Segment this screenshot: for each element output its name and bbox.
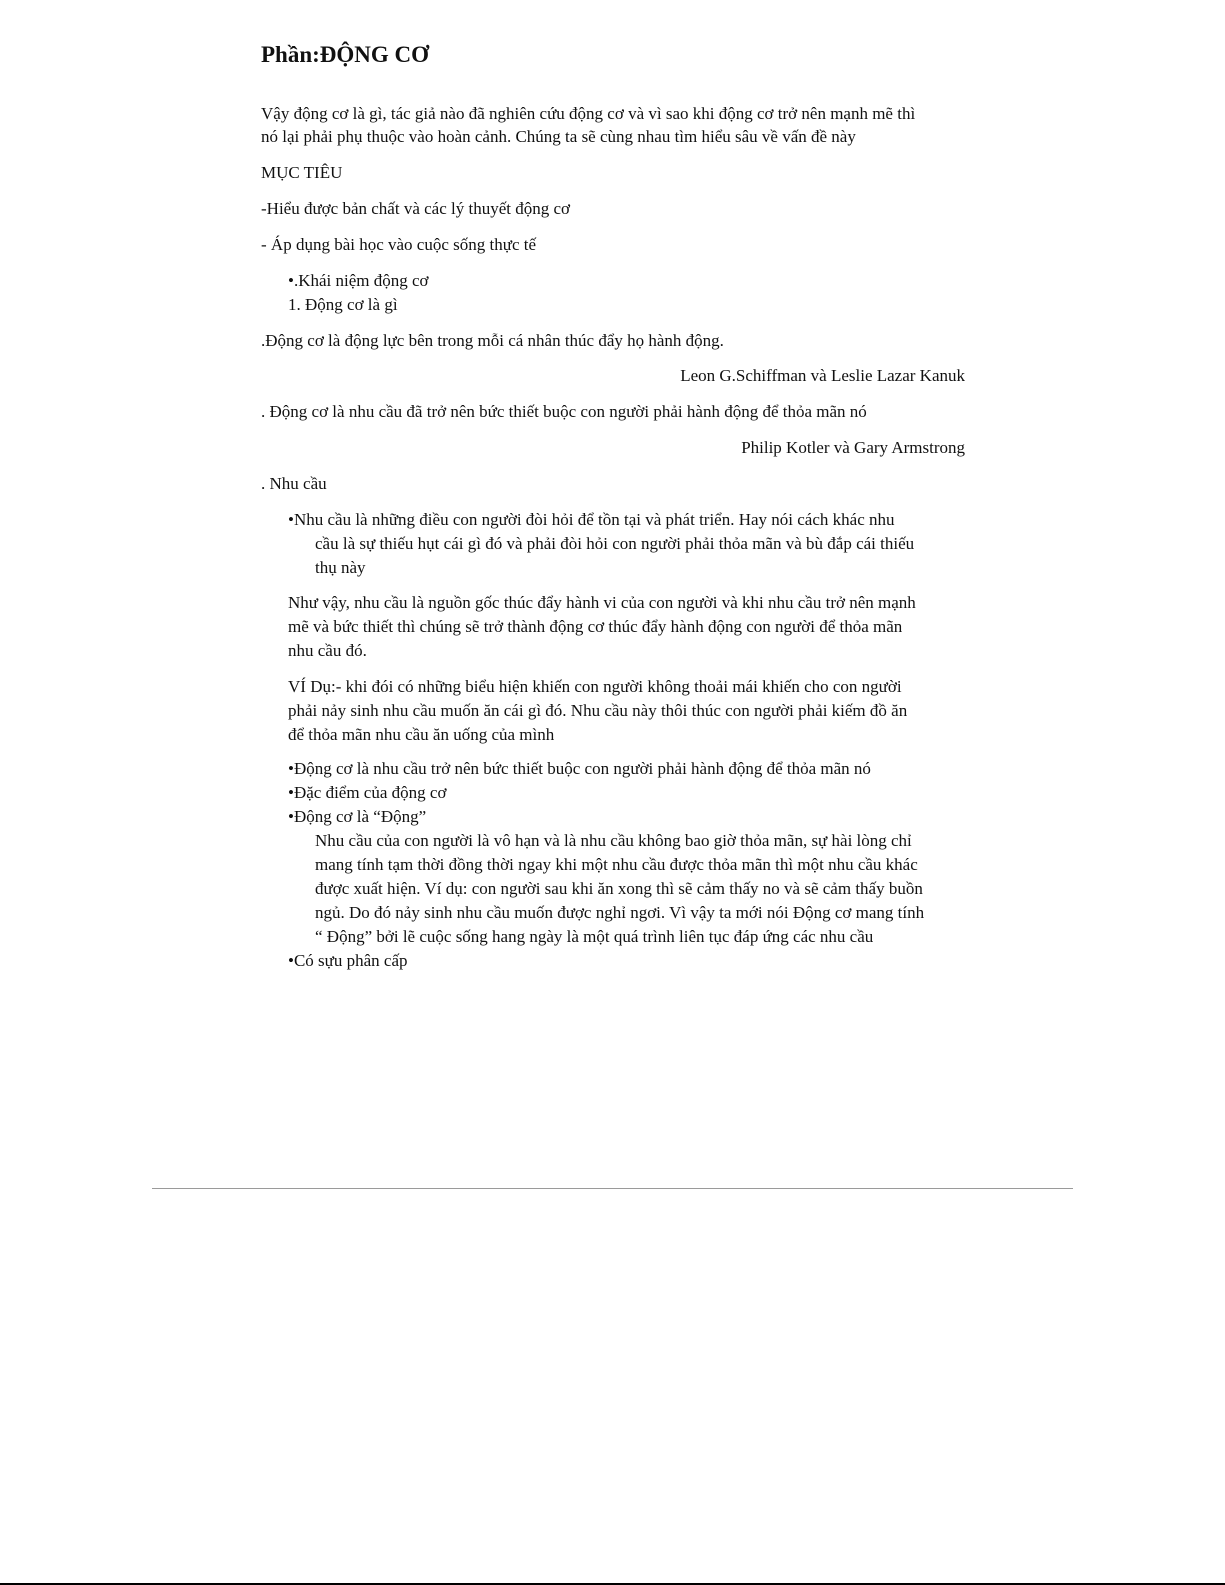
page-divider (152, 1188, 1073, 1189)
needs-bullet-line-1: •Nhu cầu là những điều con người đòi hỏi để tồn tại và phát triển. Hay nói cách khác nhu (288, 510, 895, 529)
author-citation-2: Philip Kotler và Gary Armstrong (741, 438, 965, 457)
heading-nhu-cau: . Nhu cầu (261, 474, 327, 493)
example-paragraph-line-2: phải nảy sinh nhu cầu muốn ăn cái gì đó. Nhu cầu này thôi thúc con người phải kiếm đồ ăn (288, 701, 908, 720)
dong-paragraph-line-2: mang tính tạm thời đồng thời ngay khi một nhu cầu được thỏa mãn thì một nhu cầu khác (315, 855, 918, 874)
goal-item-2: - Áp dụng bài học vào cuộc sống thực tế (261, 235, 537, 254)
section-heading-muc-tieu: MỤC TIÊU (261, 163, 343, 182)
author-citation-1: Leon G.Schiffman và Leslie Lazar Kanuk (680, 366, 965, 385)
needs-bullet-line-3: thụ này (315, 558, 366, 577)
example-paragraph-line-3: để thỏa mãn nhu cầu ăn uống của mình (288, 725, 555, 744)
definition-1: .Động cơ là động lực bên trong mỗi cá nhân thúc đẩy họ hành động. (261, 331, 724, 350)
bullet-features: •Đặc điểm của động cơ (288, 783, 447, 802)
numbered-item-1: 1. Động cơ là gì (288, 295, 398, 314)
dong-paragraph-line-5: “ Động” bởi lẽ cuộc sống hang ngày là một quá trình liên tục đáp ứng các nhu cầu (315, 927, 874, 946)
intro-line-1: Vậy động cơ là gì, tác giả nào đã nghiên cứu động cơ và vì sao khi động cơ trở nên mạnh mẽ thì (261, 104, 916, 123)
needs-paragraph-line-3: nhu cầu đó. (288, 641, 367, 660)
needs-bullet-line-2: cầu là sự thiếu hụt cái gì đó và phải đòi hỏi con người phải thỏa mãn và bù đắp cái thiếu (315, 534, 915, 553)
dong-paragraph-line-3: được xuất hiện. Ví dụ: con người sau khi ăn xong thì sẽ cảm thấy no và sẽ cảm thấy buồn (315, 879, 923, 898)
dong-paragraph-line-4: ngủ. Do đó nảy sinh nhu cầu muốn được nghỉ ngơi. Vì vậy ta mới nói Động cơ mang tính (315, 903, 925, 922)
bullet-dong: •Động cơ là “Động” (288, 807, 427, 826)
document-title: Phần:ĐỘNG CƠ (261, 42, 430, 67)
example-paragraph-line-1: VÍ Dụ:- khi đói có những biểu hiện khiến con người không thoải mái khiến cho con người (288, 677, 902, 696)
bullet-definition: •Động cơ là nhu cầu trở nên bức thiết buộc con người phải hành động để thỏa mãn nó (288, 759, 871, 778)
needs-paragraph-line-1: Như vậy, nhu cầu là nguồn gốc thúc đẩy hành vi của con người và khi nhu cầu trở nên mạnh (288, 593, 916, 612)
concept-bullet: •.Khái niệm động cơ (288, 271, 429, 290)
goal-item-1: -Hiểu được bản chất và các lý thuyết động cơ (261, 199, 570, 218)
needs-paragraph-line-2: mẽ và bức thiết thì chúng sẽ trở thành động cơ thúc đẩy hành động con người để thỏa mãn (288, 617, 903, 636)
dong-paragraph-line-1: Nhu cầu của con người là vô hạn và là nhu cầu không bao giờ thỏa mãn, sự hài lòng chỉ (315, 831, 912, 850)
bullet-hierarchy: •Có sựu phân cấp (288, 951, 408, 970)
intro-line-2: nó lại phải phụ thuộc vào hoàn cảnh. Chúng ta sẽ cùng nhau tìm hiểu sâu về vấn đề này (261, 127, 856, 146)
definition-2: . Động cơ là nhu cầu đã trở nên bức thiết buộc con người phải hành động để thỏa mãn nó (261, 402, 867, 421)
